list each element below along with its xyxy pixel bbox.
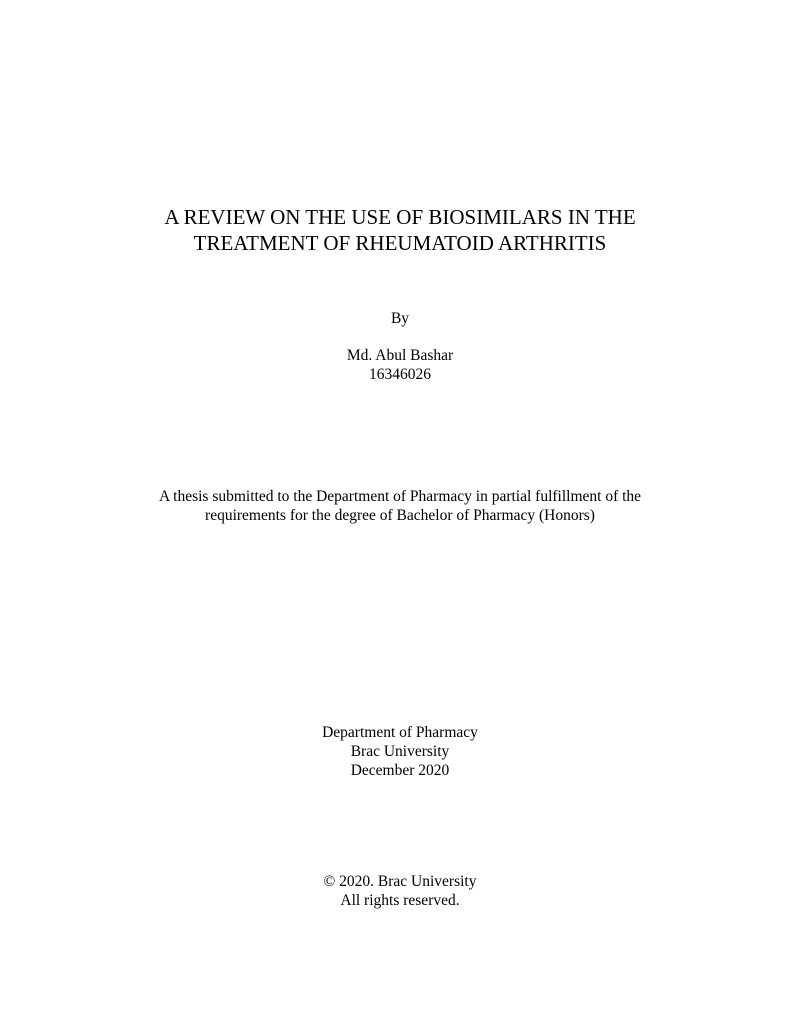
submission-statement-line-1: A thesis submitted to the Department of Pharmacy in partial fulfillment of the [158, 488, 642, 505]
byline-text: By [390, 310, 410, 327]
submission-date: December 2020 [350, 762, 450, 779]
thesis-title-line-1: A REVIEW ON THE USE OF BIOSIMILARS IN THE [164, 205, 636, 229]
institution-block [0, 723, 800, 780]
byline [0, 309, 800, 328]
author-block [0, 346, 800, 384]
university-name: Brac University [350, 743, 450, 760]
department-name: Department of Pharmacy [322, 724, 478, 741]
author-name: Md. Abul Bashar [346, 347, 454, 364]
student-id: 16346026 [369, 366, 431, 383]
copyright-line-2: All rights reserved. [340, 892, 460, 909]
copyright-notice [0, 872, 800, 910]
copyright-line-1: © 2020. Brac University [323, 873, 477, 890]
thesis-title-line-2: TREATMENT OF RHEUMATOID ARTHRITIS [193, 231, 607, 255]
submission-statement [0, 487, 800, 525]
submission-statement-line-2: requirements for the degree of Bachelor of Pharmacy (Honors) [205, 507, 595, 524]
thesis-title [0, 204, 800, 256]
